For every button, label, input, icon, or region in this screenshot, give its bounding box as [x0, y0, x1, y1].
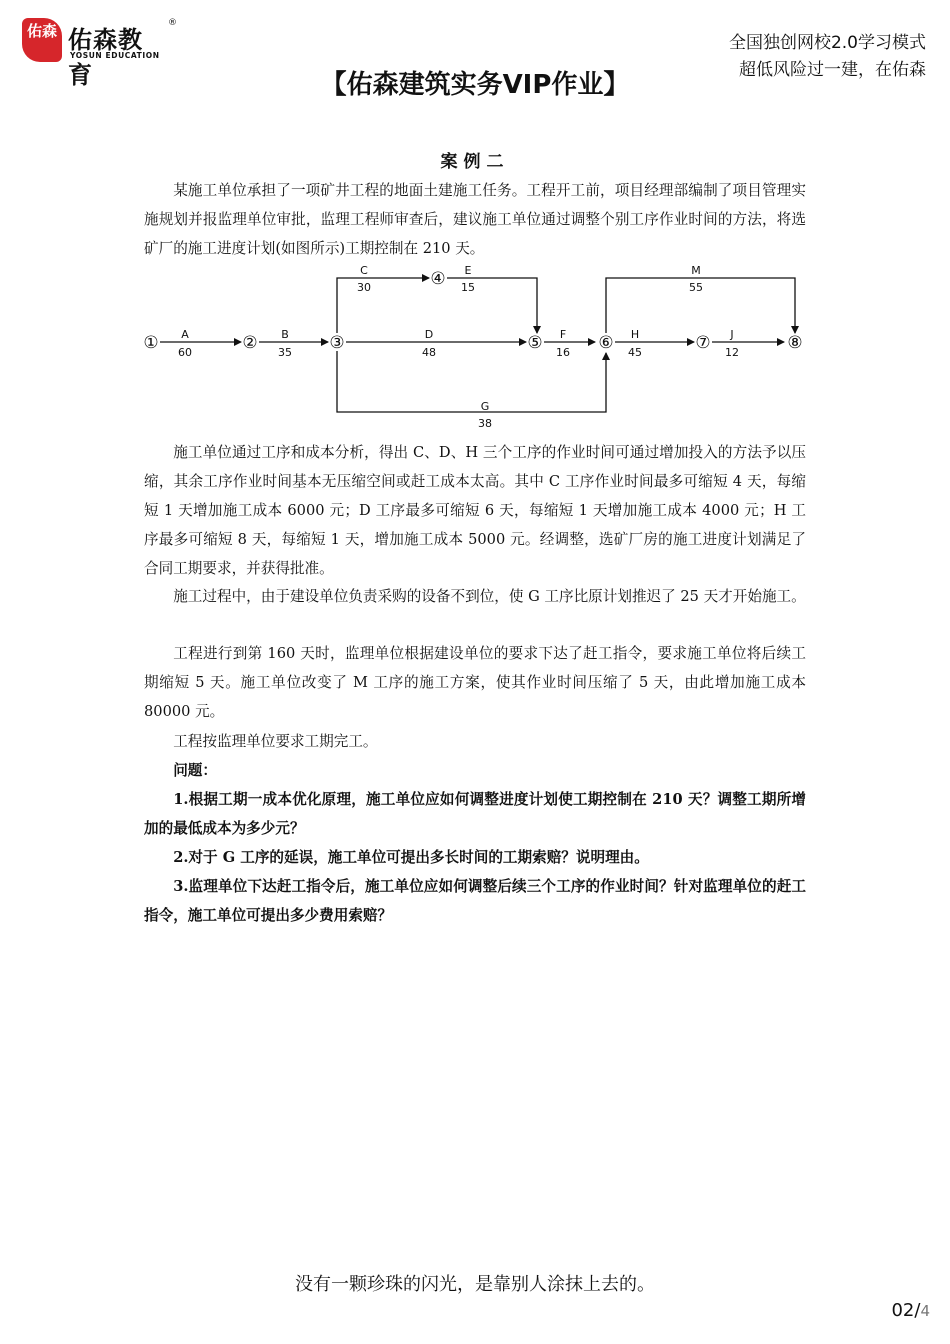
paragraph-acceleration: 工程进行到第 160 天时，监理单位根据建设单位的要求下达了赶工指令，要求施工单位将后续工期缩短 5 天。施工单位改变了 M 工序的施工方案，使其作业时间压缩了 5 天，由此增加施工成本 80000 元。 [144, 645, 806, 720]
activity-b-label: B [281, 328, 289, 341]
logo-mark: 佑森 [22, 18, 62, 62]
page-number [891, 1300, 930, 1321]
activity-g-label: G [480, 400, 490, 413]
question-2: 2.对于 G 工序的延误，施工单位可提出多长时间的工期索赔？说明理由。 [173, 849, 649, 866]
activity-g-arrow [337, 351, 606, 412]
activity-d-duration: 48 [422, 346, 436, 359]
slogan-line-2: 超低风险过一建，在佑森 [739, 60, 926, 80]
page-current: 02/ [891, 1300, 921, 1321]
question-1: 1.根据工期一成本优化原理，施工单位应如何调整进度计划使工期控制在 210 天？调整工期所增加的最低成本为多少元？ [144, 791, 806, 837]
activity-c-label: C [360, 264, 368, 277]
paragraph-intro: 某施工单位承担了一项矿井工程的地面土建施工任务。工程开工前，项目经理部编制了项目管理实施规划并报监理单位审批，监理工程师审查后，建议施工单位通过调整个别工序作业时间的方法，将选矿厂的施工进度计划(如图所示)工期控制在 210 天。 [144, 182, 806, 257]
activity-f-duration: 16 [556, 346, 570, 359]
activity-c-arrow [337, 278, 429, 333]
node-3: ③ [329, 333, 345, 353]
page-total: 4 [920, 1302, 930, 1320]
activity-h-duration: 45 [628, 346, 642, 359]
activity-g-duration: 38 [478, 417, 492, 430]
node-2: ② [242, 333, 258, 353]
questions-label: 问题： [173, 762, 217, 779]
paragraph-g-delay: 施工过程中，由于建设单位负责采购的设备不到位，使 G 工序比原计划推迟了 25 天才开始施工。 [173, 588, 806, 605]
activity-b-duration: 35 [278, 346, 292, 359]
slogan-line-1: 全国独创网校2.0学习模式 [728, 33, 926, 53]
activity-a-duration: 60 [178, 346, 192, 359]
paragraph-cost-analysis: 施工单位通过工序和成本分析，得出 C、D、H 三个工序的作业时间可通过增加投入的方法予以压缩，其余工序作业时间基本无压缩空间或赶工成本太高。其中 C 工序作业时间最多可缩短 4 天，每缩短 1 天增加施工成本 6000 元；D 工序最多可缩短 6 天，每缩短 1 天增加施工成本 4000 元；H 工序最多可缩短 8 天，每缩短 1 天，增加施工成本 5000 元。经调整，选矿厂房的施工进度计划满足了合同工期要求，并获得批准。 [144, 444, 806, 577]
node-1: ① [143, 333, 159, 353]
activity-h-label: H [630, 328, 640, 341]
registered-mark: ® [168, 18, 177, 28]
node-4: ④ [430, 269, 446, 289]
schedule-network-diagram [140, 262, 820, 434]
node-7: ⑦ [695, 333, 711, 353]
logo-name: 佑森教育 [68, 26, 143, 89]
brand-logo [22, 18, 177, 89]
case-title: 案例二 [440, 152, 510, 172]
activity-j-label: J [730, 328, 734, 341]
activity-f-label: F [559, 328, 567, 341]
node-5: ⑤ [527, 333, 543, 353]
activity-d-label: D [424, 328, 434, 341]
activity-m-label: M [691, 264, 701, 277]
activity-e-duration: 15 [461, 281, 475, 294]
footer-quote: 没有一颗珍珠的闪光，是靠别人涂抹上去的。 [295, 1274, 655, 1295]
paragraph-completion: 工程按监理单位要求工期完工。 [173, 733, 378, 750]
node-8: ⑧ [787, 333, 803, 353]
question-3: 3.监理单位下达赶工指令后，施工单位应如何调整后续三个工序的作业时间？针对监理单位的赶工指令，施工单位可提出多少费用索赔？ [144, 878, 806, 924]
page-title: 【佑森建筑实务VIP作业】 [320, 70, 630, 100]
logo-english: YOSUN EDUCATION [70, 51, 160, 60]
activity-j-duration: 12 [725, 346, 739, 359]
activity-e-label: E [464, 264, 472, 277]
activity-m-duration: 55 [689, 281, 703, 294]
node-6: ⑥ [598, 333, 614, 353]
activity-a-label: A [181, 328, 189, 341]
activity-c-duration: 30 [357, 281, 371, 294]
